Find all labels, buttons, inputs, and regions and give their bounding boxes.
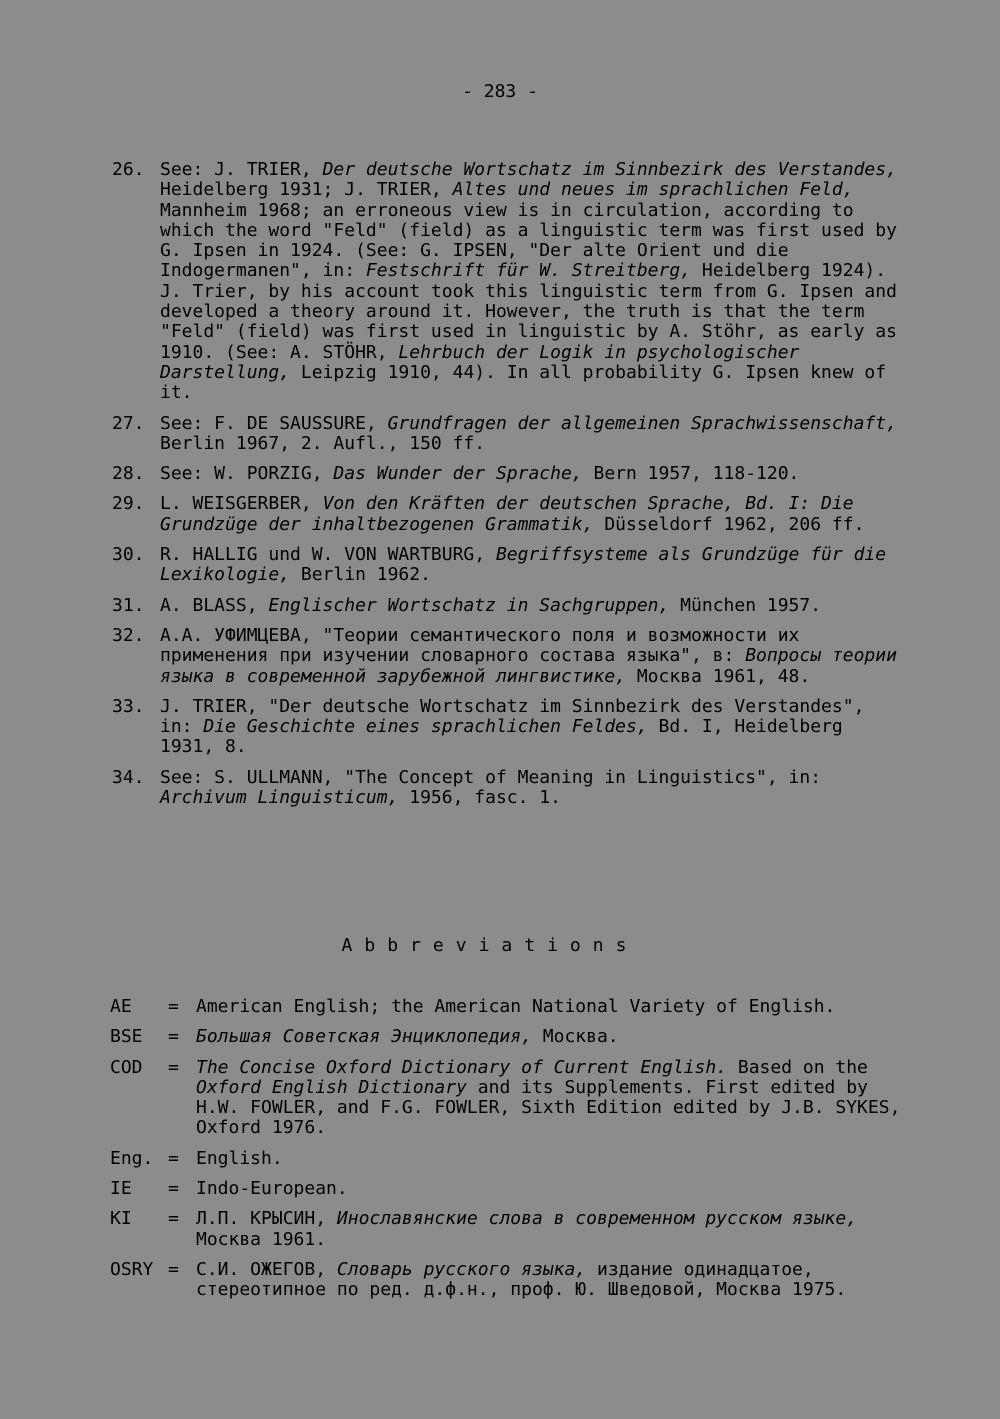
text-segment: Москва 1961. xyxy=(196,1228,327,1250)
footnote xyxy=(112,545,902,586)
footnote-number: 31. xyxy=(112,594,145,616)
italic-title: Begriffsysteme als Grundzüge für die Lexikologie, xyxy=(160,544,887,586)
text-segment: See: F. DE SAUSSURE, xyxy=(160,412,388,434)
footnote-text xyxy=(160,626,902,687)
footnote-text xyxy=(160,596,902,616)
footnote xyxy=(112,494,902,535)
abbreviation-term: AE xyxy=(110,996,132,1017)
abbreviation-definition xyxy=(196,1149,910,1169)
text-segment: Indo-European. xyxy=(196,1178,348,1200)
abbreviation-definition xyxy=(196,1058,910,1139)
footnotes-list xyxy=(112,160,902,818)
abbreviation-row xyxy=(110,1027,910,1047)
italic-title: Altes und neues im sprachlichen Feld, xyxy=(452,179,854,201)
abbreviation-row xyxy=(110,1209,910,1250)
italic-title: Иноcлавянские слова в современном русском языке, xyxy=(336,1208,858,1230)
text-segment: R. HALLIG und W. VON WARTBURG, xyxy=(160,544,496,566)
footnote xyxy=(112,160,902,404)
abbreviation-row xyxy=(110,1260,910,1301)
abbreviation-definition xyxy=(196,1179,910,1199)
abbreviations-list xyxy=(110,997,910,1311)
italic-title: Archivum Linguisticum, xyxy=(160,787,399,809)
text-segment: Berlin 1962. xyxy=(290,564,431,586)
equals-sign: = xyxy=(168,1147,179,1169)
italic-title: Englischer Wortschatz in Sachgruppen, xyxy=(268,594,670,616)
abbreviation-row xyxy=(110,1058,910,1139)
abbreviation-definition xyxy=(196,1027,910,1047)
footnote-number: 34. xyxy=(112,766,145,788)
abbreviation-term: KI xyxy=(110,1208,132,1230)
text-segment: L. WEISGERBER, xyxy=(160,493,323,515)
italic-title: Lehrbuch der Logik in psychologischer Darstellung, xyxy=(160,341,800,383)
text-segment: Bern 1957, 118-120. xyxy=(582,463,800,485)
equals-sign: = xyxy=(168,1258,179,1280)
text-segment: A. BLASS, xyxy=(160,594,269,616)
footnote xyxy=(112,414,902,455)
abbreviation-term: COD xyxy=(110,1056,143,1078)
footnote-number: 33. xyxy=(112,695,145,717)
text-segment: See: W. PORZIG, xyxy=(160,463,334,485)
abbreviation-row xyxy=(110,997,910,1017)
footnote-number: 27. xyxy=(112,412,145,434)
text-segment: Л.П. КРЫСИН, xyxy=(196,1208,337,1230)
italic-title: Die Geschichte eines sprachlichen Feldes, xyxy=(203,716,648,738)
text-segment: München 1957. xyxy=(669,594,822,616)
text-segment: Bd. I, Heidelberg 1931, 8. xyxy=(160,716,843,758)
italic-title: Вопросы теории языка в современной зарубежной лингвистике, xyxy=(160,645,897,687)
italic-title: The Concise Oxford Dictionary of Current English. xyxy=(196,1056,728,1078)
text-segment: English. xyxy=(196,1147,283,1169)
footnote-number: 28. xyxy=(112,463,145,485)
footnote-text xyxy=(160,160,902,404)
text-segment: Москва 1961, 48. xyxy=(626,665,811,687)
text-segment: and its Supplements. First edited by H.W. FOWLER, and F.G. FOWLER, Sixth Edition edited by J.B. SYKES, Oxford 1976. xyxy=(196,1076,901,1139)
abbreviation-term: BSE xyxy=(110,1026,143,1048)
footnote-text xyxy=(160,545,902,586)
text-segment: See: J. TRIER, xyxy=(160,159,323,180)
abbreviation-row xyxy=(110,1149,910,1169)
footnote xyxy=(112,768,902,809)
footnote-text xyxy=(160,414,902,455)
abbreviation-term: Eng. xyxy=(110,1147,154,1169)
footnote-text xyxy=(160,494,902,535)
italic-title: Festschrift für W. Streitberg, xyxy=(365,260,692,282)
text-segment: С.И. ОЖЕГОВ, xyxy=(196,1258,337,1280)
text-segment: Düsseldorf 1962, 206 ff. xyxy=(593,513,865,535)
equals-sign: = xyxy=(168,1056,179,1078)
text-segment: Heidelberg 1931; J. TRIER, xyxy=(160,179,453,201)
italic-title: Der deutsche Wortschatz im Sinnbezirk des Verstandes, xyxy=(322,159,897,180)
text-segment: Leipzig 1910, 44). In all probability G. Ipsen knew of it. xyxy=(160,361,887,404)
abbreviations-heading: Abbreviations xyxy=(341,935,639,956)
text-segment: издание одинадцатое, стереотипное по ред. д.ф.н., проф. Ю. Шведовой, Москва 1975. xyxy=(196,1258,847,1301)
text-segment: Based on the xyxy=(727,1056,868,1078)
footnote-text xyxy=(160,464,902,484)
italic-title: Grundfragen der allgemeinen Sprachwissenschaft, xyxy=(387,412,897,434)
text-segment: American English; the American National Variety of English. xyxy=(196,996,836,1017)
text-segment: Heidelberg 1924). J. Trier, by his account took this linguistic term from G. Ipsen and developed a theory around it. However, the truth is that the term "Feld" (field) was first used in linguistic by A. Stöhr, as early as 1910. (See: A. STÖHR, xyxy=(160,260,897,363)
abbreviation-term: IE xyxy=(110,1178,132,1200)
footnote-number: 32. xyxy=(112,624,145,646)
text-segment: А.А. УФИМЦЕВА, "Теории семантического поля и возможности их применения при изучении словарного состава языка", в: xyxy=(160,624,800,667)
italic-title: Oxford English Dictionary xyxy=(196,1076,467,1098)
italic-title: Словарь русского языка, xyxy=(336,1258,587,1280)
abbreviation-definition xyxy=(196,1260,910,1301)
footnote-text xyxy=(160,768,902,809)
text-segment: See: S. ULLMANN, "The Concept of Meaning in Linguistics", in: xyxy=(160,766,822,788)
text-segment: Москва. xyxy=(531,1026,619,1048)
abbreviation-definition xyxy=(196,1209,910,1250)
equals-sign: = xyxy=(168,1026,179,1048)
text-segment: Mannheim 1968; an erroneous view is in circulation, according to which the word "Feld" (field) as a linguistic term was first used by G. Ipsen in 1924. (See: G. IPSEN, "Der alte Orient und die Indogermanen", in: xyxy=(160,199,897,282)
equals-sign: = xyxy=(168,1208,179,1230)
italic-title: Das Wunder der Sprache, xyxy=(333,463,583,485)
abbreviation-definition xyxy=(196,997,910,1017)
footnote xyxy=(112,464,902,484)
equals-sign: = xyxy=(168,996,179,1017)
footnote-number: 26. xyxy=(112,159,145,180)
footnote xyxy=(112,626,902,687)
footnote-number: 30. xyxy=(112,544,145,566)
text-segment: Berlin 1967, 2. Aufl., 150 ff. xyxy=(160,432,486,454)
equals-sign: = xyxy=(168,1178,179,1200)
abbreviation-term: OSRY xyxy=(110,1258,154,1280)
footnote-number: 29. xyxy=(112,493,145,515)
text-segment: J. TRIER, "Der deutsche Wortschatz im Sinnbezirk des Verstandes", in: xyxy=(160,695,865,738)
italic-title: Von den Kräften der deutschen Sprache, Bd. I: Die Grundzüge der inhaltbezogenen Grammatik, xyxy=(160,493,854,535)
page-number: - 283 - xyxy=(462,81,538,102)
italic-title: Большая Советская Энциклопедия, xyxy=(196,1026,532,1048)
footnote xyxy=(112,596,902,616)
footnote xyxy=(112,697,902,758)
abbreviation-row xyxy=(110,1179,910,1199)
footnote-text xyxy=(160,697,902,758)
text-segment: 1956, fasc. 1. xyxy=(398,787,561,809)
